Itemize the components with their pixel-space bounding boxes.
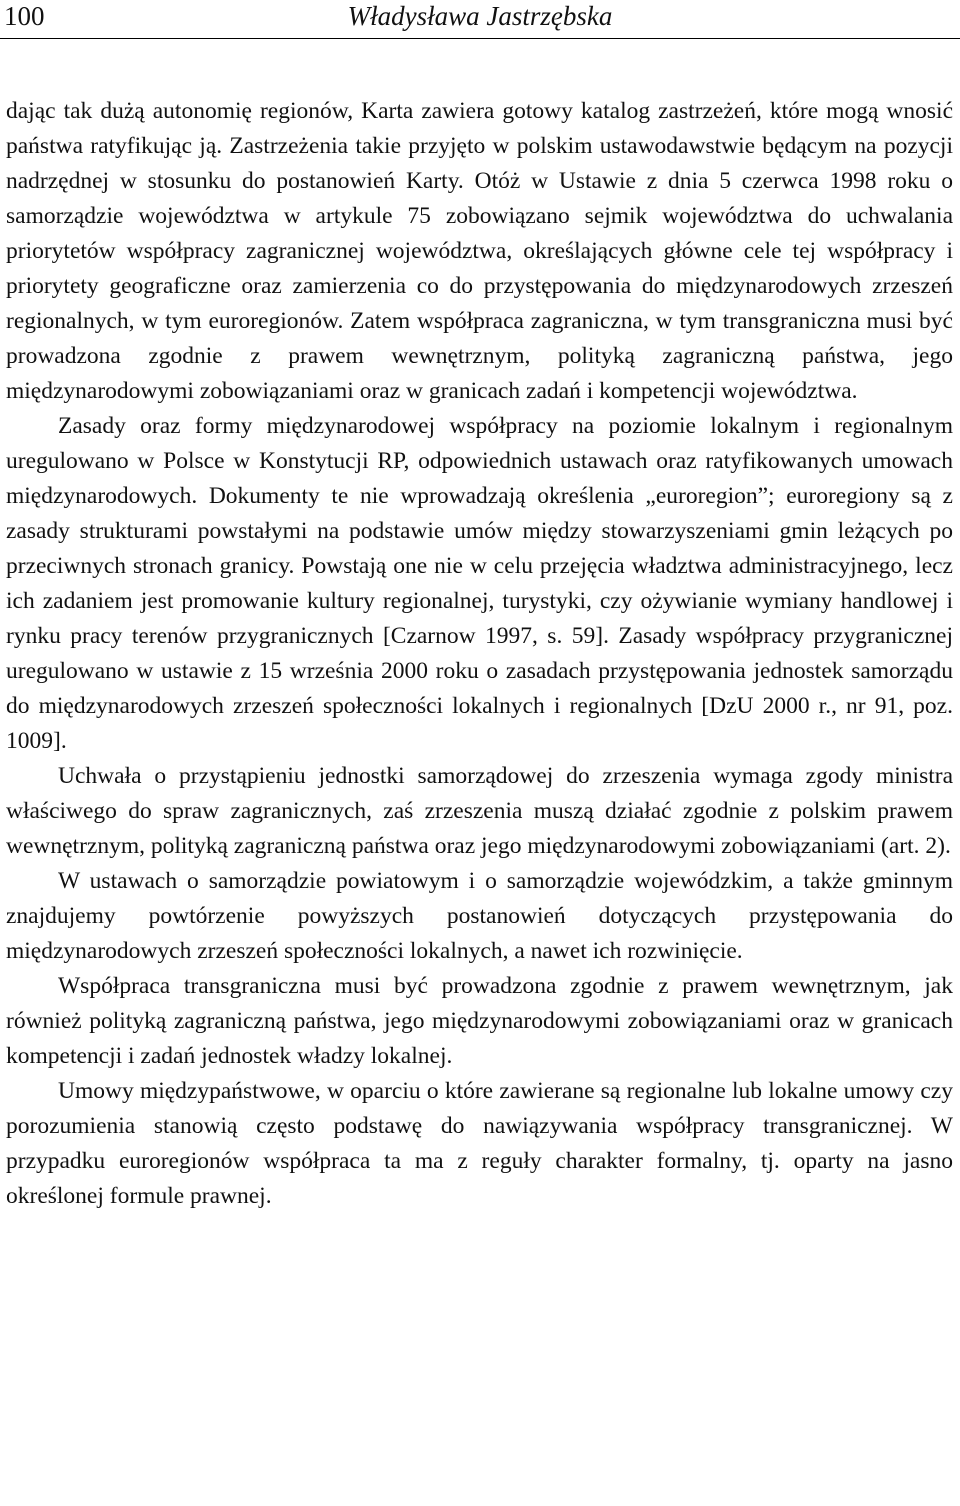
running-header xyxy=(0,0,960,39)
running-title: Władysława Jastrzębska xyxy=(347,1,613,31)
paragraph: dając tak dużą autonomię regionów, Karta zawiera gotowy katalog zastrzeżeń, które mogą wnosić państwa ratyfikując ją. Zastrzeżenia takie przyjęto w polskim ustawodawstwie będącym na pozycji nadrzędnej w stosunku do postanowień Karty. Otóż w Ustawie z dnia 5 czerwca 1998 roku o samorządzie województwa w artykule 75 zobowiązano sejmik województwa do uchwalania priorytetów współpracy zagranicznej województwa, określających główne cele tej współpracy i priorytety geograficzne oraz zamierzenia co do przystępowania do międzynarodowych zrzeszeń regionalnych, w tym euroregionów. Zatem współpraca zagraniczna, w tym transgraniczna musi być prowadzona zgodnie z prawem wewnętrznym, polityką zagraniczną państwa, jego międzynarodowymi zobowiązaniami oraz w granicach zadań i kompetencji województwa. xyxy=(6,98,953,404)
paragraph: Uchwała o przystąpieniu jednostki samorządowej do zrzeszenia wymaga zgody ministra właściwego do spraw zagranicznych, zaś zrzeszenia muszą działać zgodnie z polskim prawem wewnętrznym, polityką zagraniczną państwa oraz jego międzynarodowymi zobowiązaniami (art. 2). xyxy=(6,763,953,859)
paragraph: Współpraca transgraniczna musi być prowadzona zgodnie z prawem wewnętrznym, jak również polityką zagraniczną państwa, jego międzynarodowymi zobowiązaniami oraz w granicach kompetencji i zadań jednostek władzy lokalnej. xyxy=(6,973,953,1069)
paragraph: Umowy międzypaństwowe, w oparciu o które zawierane są regionalne lub lokalne umowy czy porozumienia stanowią często podstawę do nawiązywania współpracy transgranicznej. W przypadku euroregionów współpraca ta ma z reguły charakter formalny, tj. oparty na jasno określonej formule prawnej. xyxy=(6,1078,953,1209)
page-number: 100 xyxy=(4,1,45,31)
paragraph: Zasady oraz formy międzynarodowej współpracy na poziomie lokalnym i regionalnym uregulowano w Polsce w Konstytucji RP, odpowiednich ustawach oraz ratyfikowanych umowach międzynarodowych. Dokumenty te nie wprowadzają określenia „euroregion”; euroregiony są z zasady strukturami powstałymi na podstawie umów między stowarzyszeniami gmin leżących po przeciwnych stronach granicy. Powstają one nie w celu przejęcia władztwa administracyjnego, lecz ich zadaniem jest promowanie kultury regionalnej, turystyki, czy ożywianie wymiany handlowej i rynku pracy terenów przygranicznych [Czarnow 1997, s. 59]. Zasady współpracy przygranicznej uregulowano w ustawie z 15 września 2000 roku o zasadach przystępowania jednostek samorządu do międzynarodowych zrzeszeń społeczności lokalnych i regionalnych [DzU 2000 r., nr 91, poz. 1009]. xyxy=(6,413,953,754)
body-text xyxy=(6,94,953,1214)
paragraph: W ustawach o samorządzie powiatowym i o samorządzie wojewódzkim, a także gminnym znajdujemy powtórzenie powyższych postanowień dotyczących przystępowania do międzynarodowych zrzeszeń społeczności lokalnych, a nawet ich rozwinięcie. xyxy=(6,868,953,964)
